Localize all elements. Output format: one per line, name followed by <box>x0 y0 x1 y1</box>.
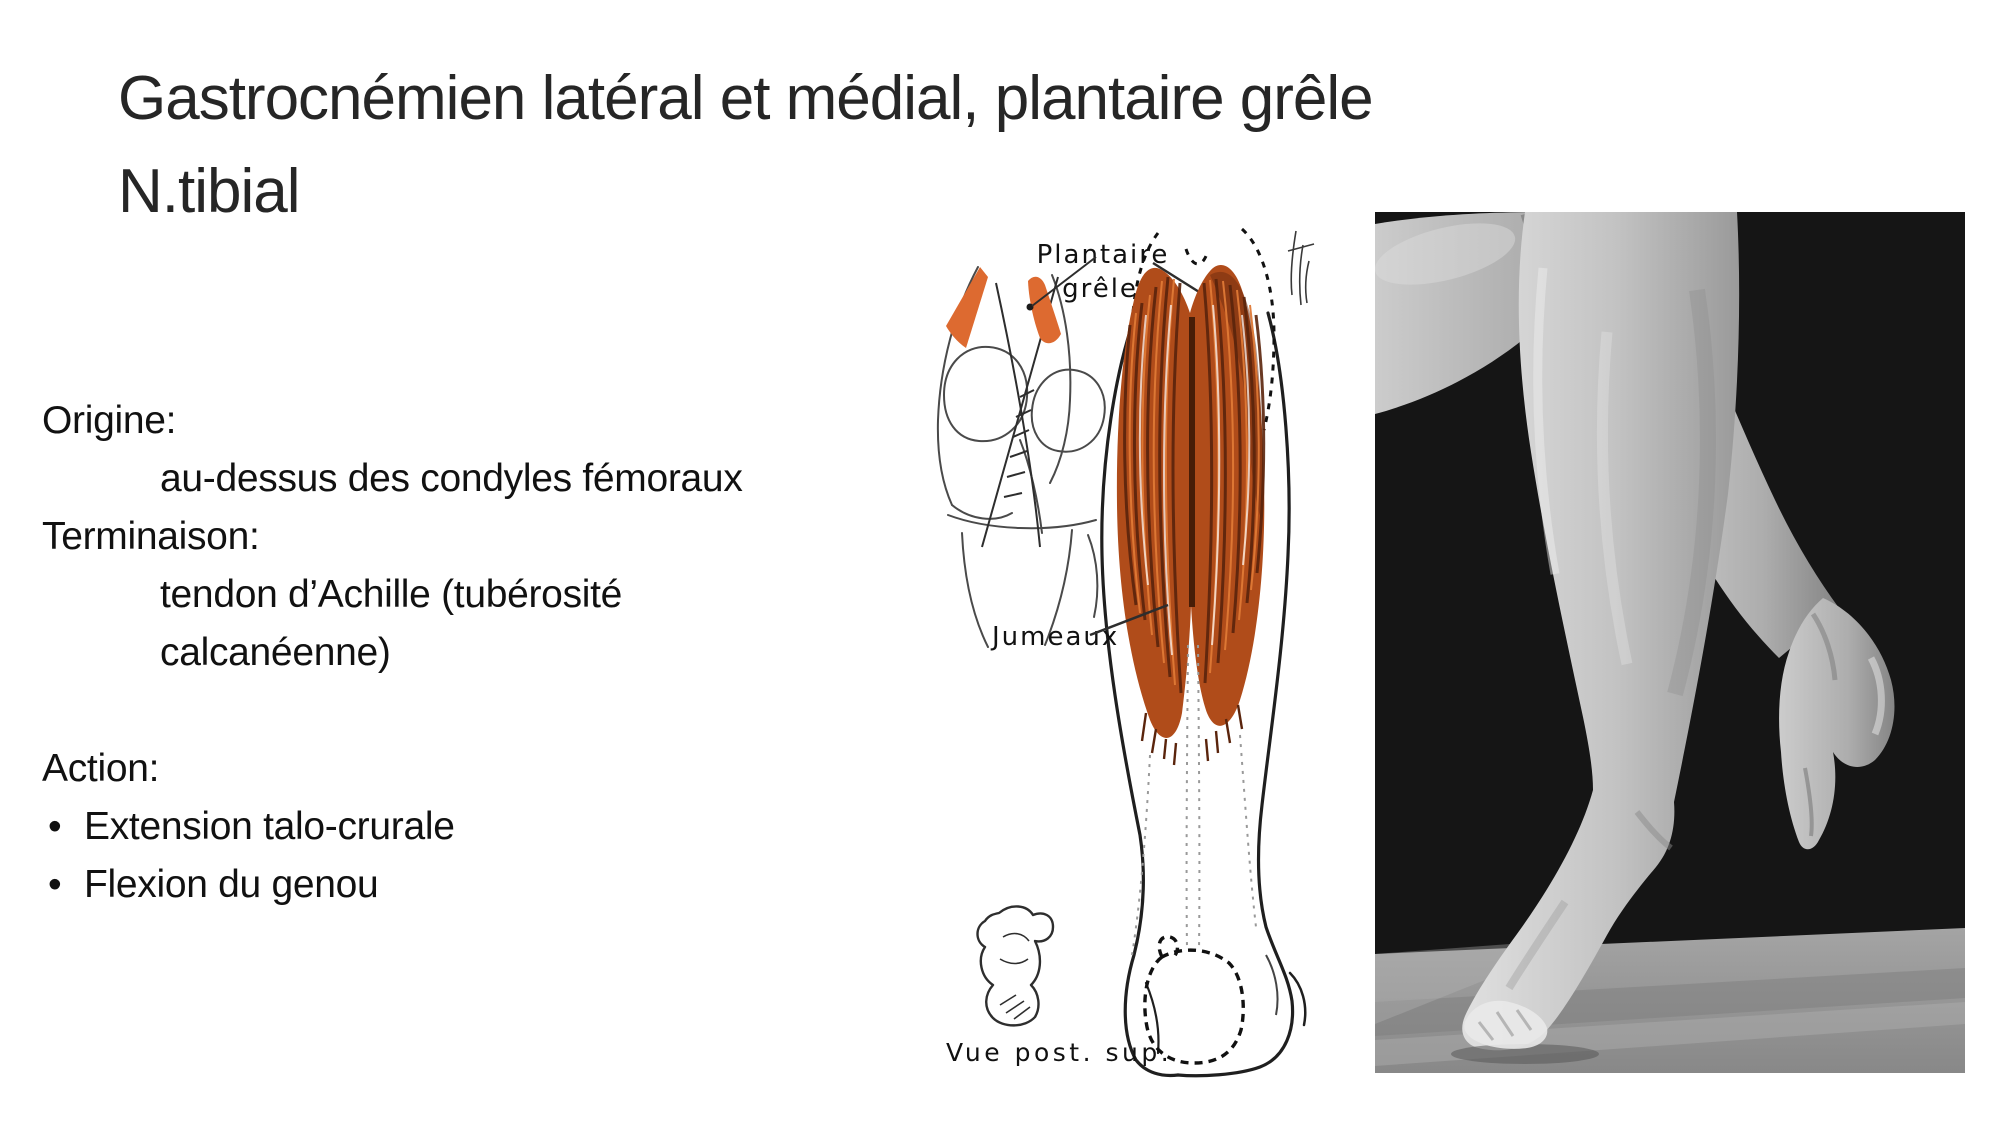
slide-body-text <box>42 392 822 914</box>
plantaris-origin-highlights <box>946 267 1061 348</box>
terminaison-detail-line1: tendon d’Achille (tubérosité <box>160 573 623 616</box>
terminaison-heading: Terminaison: <box>42 515 260 558</box>
terminaison-detail-line2: calcanéenne) <box>160 631 391 674</box>
blank-line <box>42 682 822 740</box>
slide-title <box>118 52 1518 238</box>
action-bullet-1 <box>42 798 822 856</box>
lateral-foot-line <box>1266 955 1278 1015</box>
calf-drawing <box>1102 229 1305 1076</box>
action-bullet-1-text: Extension talo-crurale <box>84 805 455 848</box>
bullet-glyph: • <box>48 805 62 848</box>
calcaneus-bone-drawing <box>978 906 1054 1025</box>
calf-photo <box>1375 212 1965 1073</box>
action-bullet-2 <box>42 856 822 914</box>
bullet-glyph: • <box>48 863 62 906</box>
label-plantaire-line2: grêle <box>1062 274 1138 304</box>
anatomy-diagram-svg <box>900 215 1380 1085</box>
origine-detail: au-dessus des condyles fémoraux <box>160 457 743 500</box>
label-jumeaux-text: Jumeaux <box>992 622 1120 652</box>
artist-signature-mark <box>1288 231 1314 305</box>
label-plantaire-grele <box>1032 240 1223 307</box>
diagram-caption: Vue post. sup. <box>946 1038 1173 1067</box>
action-heading: Action: <box>42 747 160 790</box>
action-bullet-2-text: Flexion du genou <box>84 863 379 906</box>
slide-title-line2: N.tibial <box>118 157 300 226</box>
label-plantaire-line1: Plantaire <box>1036 240 1170 270</box>
anatomy-diagram <box>900 215 1380 1085</box>
calf-photo-svg <box>1375 212 1965 1073</box>
slide-title-line1: Gastrocnémien latéral et médial, plantaire grêle <box>118 64 1373 133</box>
orange-triangle <box>946 267 988 348</box>
origine-heading: Origine: <box>42 399 177 442</box>
